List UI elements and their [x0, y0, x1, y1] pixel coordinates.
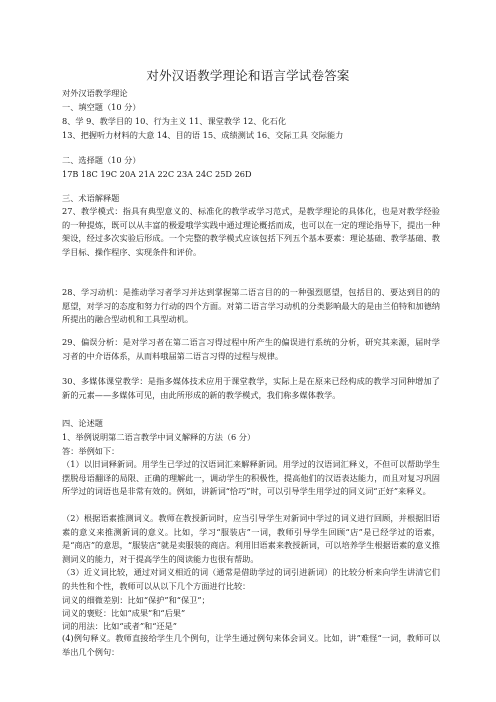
term-27-paragraph: 27、教学模式：指具有典型意义的、标准化的教学或学习范式，是教学理论的具体化，也是对教学经验的一种提炼，既可以从丰富的极爱哦学实践中通过理论概括而成，也可以在一定的理论指导下，提出一种架设，经过多次实验后形成。一个完整的教学模式应该包括下列五个基本要素：理论基础、教学基础、教学目标、操作程序、实现条件和评价。 — [62, 206, 440, 257]
section2-answers: 17B 18C 19C 20A 21A 22C 23A 24C 25D 26D — [62, 169, 252, 179]
question-1-method-4: (4)例句释义。教师直接给学生几个例句，让学生通过例句来体会词义。比如，讲”难怪“一词，教师可以举出几个例句： — [62, 633, 440, 657]
term-30-paragraph: 30、多媒体课堂教学：是指多媒体技术应用于课堂教学，实际上是在原来已经构成的教学习同种增加了新的元素——多媒体可见，由此所形成的新的教学模式，我们称多媒体教学。 — [62, 376, 440, 400]
question-1-list-item-3: 词的用法：比如“或者”和“还是” — [62, 621, 177, 631]
document-title: 对外汉语教学理论和语言学试卷答案 — [146, 68, 350, 83]
term-28-paragraph: 28、学习动机：是推动学习者学习并达到掌握第二语言目的的一种强烈愿望，包括目的、要达到目的的愿望，对学习的态度和努力行动的四个方面。对第二语言学习动机的分类影响最大的是由兰伯特和加德纳所提出的融合型动机和工具型动机。 — [62, 287, 440, 324]
section1-answers-line1: 8、学 9、教学目的 10、行为主义 11、课堂教学 12、化石化 — [62, 116, 287, 126]
question-1-list-item-1: 词义的细微差别：比如“保护”和“保卫”； — [62, 595, 210, 605]
question-1-method-2: （2）根据语素推测词义。教师在教授新词时，应当引导学生对新词中学过的词义进行回顾，并根据旧语素的意义来推测新词的意义。比如，学习“服装店”一词，教师引导学生回顾“店”是已经学过的语素，是“商店”的意思，“服装店”就是卖服装的商店。利用旧语素来教授新词，可以培养学生根据语素的意义推测词义的能力，对于提高学生的阅读能力也很有帮助。 — [62, 513, 440, 564]
question-1-answer-intro: 答：举例如下： — [62, 446, 120, 456]
section2-heading: 二、选择题（10 分） — [62, 155, 141, 165]
question-1-heading: 1、举例说明第二语言教学中词义解释的方法（6 分） — [62, 432, 256, 442]
section1-heading: 一、填空题（10 分） — [62, 102, 141, 112]
section1-answers-line2: 13、把握听力材料的大意 14、目的语 15、成绩测试 16、交际工具 交际能力 — [62, 130, 344, 140]
question-1-method-1: （1）以旧词释新词。用学生已学过的汉语词汇来解释新词。用学过的汉语词汇释义，不但可以帮助学生摆脱母语翻译的局限、正确的理解此一，调动学生的积极性，提高他们的汉语表达能力，而且对复习巩固所学过的词语也是非常有效的。例如，讲新词“恰巧”时，可以引导学生用学过的同义词“正好”来释义。 — [62, 459, 440, 496]
document-subtitle: 对外汉语教学理论 — [62, 88, 128, 98]
section3-heading: 三、术语解释题 — [62, 193, 120, 203]
section4-heading: 四、论述题 — [62, 418, 103, 428]
question-1-list-item-2: 词义的褒贬：比如“成果”和“后果” — [62, 608, 186, 618]
term-29-paragraph: 29、偏误分析：是对学习者在第二语言习得过程中所产生的偏误进行系统的分析，研究其来源，届时学习者的中介语体系，从而料哦届第二语言习得的过程与规律。 — [62, 337, 440, 361]
question-1-method-3: （3）近义词比较，通过对词义相近的词（通常是借助学过的词引进新词）的比较分析来向学生讲清它们的共性和个性，教师可以从以下几个方面进行比较： — [62, 567, 440, 591]
